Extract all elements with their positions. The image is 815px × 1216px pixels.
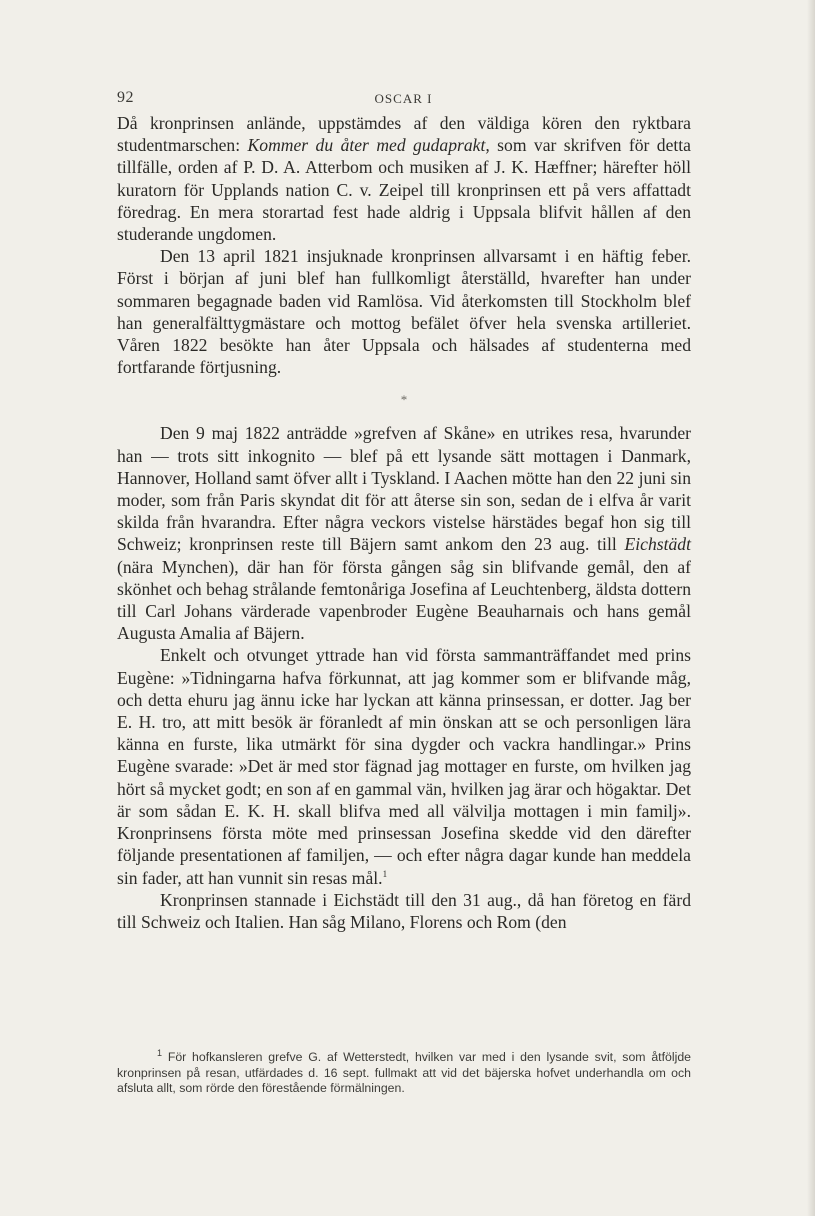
song-title: Kommer du åter med gudaprakt, bbox=[247, 135, 490, 156]
paragraph-3-text-b: (nära Mynchen), där han för första gången såg sin blifvande gemål, den af skönhet och behag strålande femtonåriga Josefina af Leuchtenberg, äldsta dottern till Carl Johans värderade vapenbroder Eugène Beauharnais och hans gemål Augusta Amalia af Bäjern. bbox=[117, 556, 691, 644]
paragraph-1 bbox=[117, 112, 691, 245]
page-header bbox=[117, 89, 690, 109]
paragraph-1-text-a: Då kronprinsen anlände, uppstämdes af den väldiga kören den ryktbara studentmarschen: bbox=[117, 113, 691, 156]
body-text bbox=[117, 112, 691, 933]
footnote-text: För hofkansleren grefve G. af Wetterstedt, hvilken var med i den lysande svit, som åtföljde kronprinsen på resan, utfärdades d. 16 sept. fullmakt att vid det bäjerska hofvet underhandla om och afsluta allt, som rörde den förestående förmälningen. bbox=[117, 1050, 691, 1095]
place-name-italic: Eichstädt bbox=[624, 534, 691, 555]
running-head: OSCAR I bbox=[374, 91, 433, 106]
paragraph-2: Den 13 april 1821 insjuknade kronprinsen allvarsamt i en häftig feber. Först i början af juni blef han fullkomligt återställd, hvarefter han under sommaren begagnade baden vid Ramlösa. Vid återkomsten till Stockholm blef han generalfälttygmästare och mottog befälet öfver hela svenska artilleriet. Våren 1822 besökte han åter Uppsala och hälsades af studenterna med fortfarande förtjusning. bbox=[117, 246, 691, 378]
page-number: 92 bbox=[117, 89, 134, 106]
footnote bbox=[117, 1047, 691, 1097]
footnote-marker: 1 bbox=[157, 1047, 163, 1058]
paragraph-4 bbox=[117, 644, 691, 888]
footnote-reference[interactable]: 1 bbox=[382, 868, 388, 879]
paragraph-3-text-a: Den 9 maj 1822 anträdde »grefven af Skåne» en utrikes resa, hvarunder han — trots sitt inkognito — blef på ett lysande sätt mottagen i Danmark, Hannover, Holland samt öfver allt i Tyskland. I Aachen mötte han den 22 juni sin moder, som från Paris skyndat dit för att återse sin son, sedan de i elfva år varit skilda från hvarandra. Efter några veckors vistelse härstädes begaf hon sig till Schweiz; kronprinsen reste till Bäjern samt ankom den 23 aug. till bbox=[117, 423, 691, 555]
paragraph-1-text-b: som var skrifven för detta tillfälle, orden af P. D. A. Atterbom och musiken af J. K. Hæffner; härefter höll kuratorn för Upplands nation C. v. Zeipel till kronprinsen ett på vers affattadt föredrag. En mera storartad fest hade aldrig i Uppsala blifvit hållen af den studerande ungdomen. bbox=[117, 135, 691, 245]
paragraph-5: Kronprinsen stannade i Eichstädt till den 31 aug., då han företog en färd till Schweiz och Italien. Han såg Milano, Florens och Rom (den bbox=[117, 889, 691, 932]
footnote-body bbox=[117, 1047, 691, 1097]
paragraph-4-text: Enkelt och otvunget yttrade han vid första sammanträffandet med prins Eugène: »Tidningarna hafva förkunnat, att jag kommer som er blifvande måg, och detta ehuru jag ännu icke har lyckan att känna prinsessan, er dotter. Jag ber E. H. tro, att mitt besök är föranledt af min önskan att se och personligen lära känna en furste, lika utmärkt för sina dygder och vackra handlingar.» Prins Eugène svarade: »Det är med stor fägnad jag mottager en furste, om hvilken jag hört så mycket godt; en son af en gammal vän, hvilken jag ärar och högaktar. Det är som sådan E. K. H. skall blifva med all välvilja mottagen i min familj». Kronprinsens första möte med prinsessan Josefina skedde vid den därefter följande presentationen af familjen, — och efter några dagar kunde han meddela sin fader, att han vunnit sin resas mål. bbox=[117, 645, 691, 888]
page-edge-shadow bbox=[807, 0, 815, 1216]
section-separator: * bbox=[400, 392, 408, 408]
paragraph-3 bbox=[117, 422, 691, 644]
